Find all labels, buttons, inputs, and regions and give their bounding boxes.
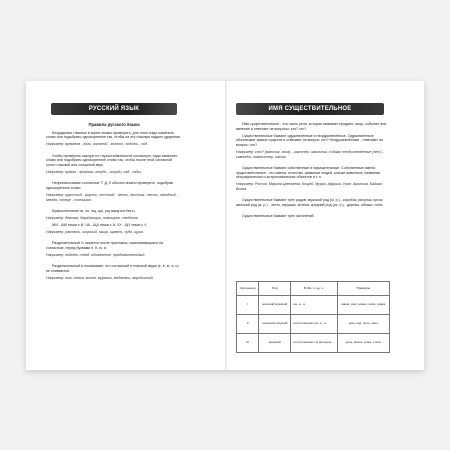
- table-cell: II: [237, 315, 259, 334]
- left-page-title: РУССКИЙ ЯЗЫК: [51, 103, 177, 115]
- paragraph: Имя существительное - это часть речи, которая называет предмет, лицо, событие или явление и отвечает на вопросы: кто? что?: [236, 122, 387, 131]
- table-cell: на согласный с Ь на конце: [291, 334, 337, 353]
- table-cell: дочь, мышь, рожь, степь: [337, 334, 389, 353]
- paragraph: Безударные гласные в корне можно проверить, для этого надо изменить слово или подобрать однокоренное так, чтобы на эту гласную падало ударение.: [46, 130, 181, 140]
- paragraph: Непроизносимые согласные Т, Д, Л обычно можно проверить, подобрав однокоренное слово.: [46, 181, 173, 190]
- table-cell: на -а, -я: [291, 296, 337, 315]
- example: Например: кто? (мальчик, лиса) - шаттер, школьник, собака; неодушевлённые (нед.) - самолёт, компьютер, школа.: [236, 150, 384, 159]
- declension-table: [236, 281, 390, 353]
- paragraph: Чтобы проверить парную по глухости/звонкости согласную, надо изменить слово или подобрать однокоренное слово так, чтобы после этой согласной стоял гласный или сонорный звук.: [46, 153, 178, 167]
- table-cell: женский: [259, 334, 291, 353]
- table-header: Род: [259, 282, 291, 296]
- right-page-text: [236, 122, 394, 221]
- table-cell: I: [237, 296, 259, 315]
- left-page-text: [46, 123, 182, 283]
- paragraph: Разделительный Ъ пишется после приставок, оканчивающихся на согласные, перед буквами е, ё, ю, я.: [46, 241, 163, 251]
- example: Например: вулкан - вулканы, голубь - голуби, сад - сады.: [46, 169, 142, 174]
- table-cell: мужской средний: [259, 315, 291, 334]
- right-page-title: ИМЯ СУЩЕСТВИТЕЛЬНОЕ: [236, 103, 384, 115]
- table-cell: женский мужской: [259, 296, 291, 315]
- example: Например: вулканов - вóлк, золотой - зóлото, ходить - хóд.: [46, 142, 148, 147]
- paragraph: Существительные бывают трёх склонений:: [242, 213, 315, 218]
- example: Например: лью, семья, вьюга, муравьи, медвежьи, воробьиный.: [46, 276, 154, 281]
- example: Например: ужинать, широкий, чаща, щавель, чудо, щука.: [46, 230, 144, 235]
- paragraph: Буквосочетания чк, чн, нщ, щн, рщ пишутся без Ь.: [52, 208, 136, 213]
- example: Например: подъём, съезд, объявление, предъявительный.: [46, 253, 146, 258]
- left-page: [26, 81, 225, 370]
- paragraph: Существительные бывают одушевлённые и неодушевлённые. Одушевлённые обозначают живых существ и отвечают на вопрос: кто? Неодушевлённые - отвечают на вопрос: что?: [236, 133, 383, 147]
- table-cell: мама, Аня, семья, папа, гараж: [337, 296, 389, 315]
- rules-heading: Правила русского языка: [88, 122, 140, 127]
- example: Например: девочка, барабанщик, помощник, сведения.: [46, 215, 139, 220]
- table-cell: III: [237, 334, 259, 353]
- book-spread: [26, 81, 424, 370]
- paragraph: ЖИ - ШИ пиши с И. ЧА - ЩА пиши с А. ЧУ - ЩУ пиши с У.: [52, 223, 147, 228]
- table-row: [237, 315, 390, 334]
- example: Например: грустный - грусть, честный - честь, вестник - весть, звёздный - звезда, солнце - солнышко.: [46, 192, 178, 202]
- paragraph: Разделительный Ь показывает, что согласный и гласный звуки (е, ё, ю, я, и) не сливаются.: [46, 264, 179, 273]
- table-cell: на согласный; на -о, -е: [291, 315, 337, 334]
- table-cell: дом, сад, поле, окно: [337, 315, 389, 334]
- table-row: [237, 334, 390, 353]
- table-header-row: [237, 282, 390, 296]
- table-header: Примеры: [337, 282, 389, 296]
- table-header: Склонение: [237, 282, 259, 296]
- example: Например: Россия, Марина Цветаева, Кощей, Мурка, Африка, Урал, Арктика, Байкал, Волга.: [236, 182, 383, 191]
- table-row: [237, 296, 390, 315]
- paragraph: Существительные бывают собственные и нарицательные. Собственные имена существительные - это имена, отчества, фамилии людей, клички животных, названия географических и астрономических объектов и т. п.: [236, 165, 380, 180]
- paragraph: Существительные бывают трёх родов: мужской род (м. р.) - коробок, рисунок, кусок; женский род (ж. р.) - честь, игрушка, аптека; средний род (ср. р.) - дерево, облако, поле.: [236, 198, 384, 207]
- table-header: В Им. п. ед. ч.: [291, 282, 337, 296]
- right-page: [227, 81, 424, 370]
